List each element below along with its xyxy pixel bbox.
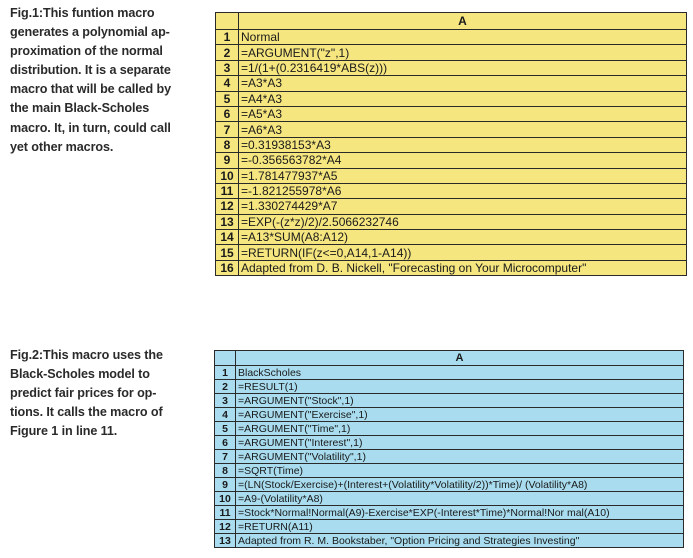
caption-line: the main Black-Scholes xyxy=(10,101,150,116)
spreadsheet-body xyxy=(216,30,687,276)
row-number: 3 xyxy=(215,394,236,408)
spreadsheet-row xyxy=(216,260,687,275)
row-number: 13 xyxy=(215,534,236,548)
caption-line: Fig.2:This macro uses the xyxy=(10,348,163,362)
spreadsheet-row xyxy=(215,436,684,450)
row-number: 5 xyxy=(215,422,236,436)
caption-line: distribution. It is a separate xyxy=(10,63,171,78)
spreadsheet-row xyxy=(215,366,684,380)
spreadsheet-row xyxy=(216,230,687,245)
cell-formula: Adapted from D. B. Nickell, "Forecasting on Your Microcomputer" xyxy=(239,260,687,275)
spreadsheet-row xyxy=(215,380,684,394)
row-number: 9 xyxy=(215,478,236,492)
spreadsheet-row xyxy=(216,30,687,45)
row-number: 6 xyxy=(216,106,239,121)
cell-formula: =SQRT(Time) xyxy=(236,464,684,478)
spreadsheet-row xyxy=(216,76,687,91)
row-number: 12 xyxy=(215,520,236,534)
caption-line: Fig.1:This funtion macro xyxy=(10,6,155,20)
cell-formula: =ARGUMENT("z",1) xyxy=(239,45,687,60)
cell-formula: =A13*SUM(A8:A12) xyxy=(239,230,687,245)
row-number: 7 xyxy=(216,122,239,137)
caption-line: Figure 1 in line 11. xyxy=(10,424,118,439)
cell-formula: BlackScholes xyxy=(236,366,684,380)
cell-formula: =A9-(Volatility*A8) xyxy=(236,492,684,506)
spreadsheet-row xyxy=(215,506,684,520)
cell-formula: =ARGUMENT("Exercise",1) xyxy=(236,408,684,422)
column-header-a: A xyxy=(236,351,684,366)
row-number: 8 xyxy=(215,464,236,478)
cell-formula: Normal xyxy=(239,30,687,45)
row-number: 16 xyxy=(216,260,239,275)
cell-formula: =1/(1+(0.2316419*ABS(z))) xyxy=(239,60,687,75)
spreadsheet-row xyxy=(215,408,684,422)
row-number: 2 xyxy=(215,380,236,394)
row-number: 5 xyxy=(216,91,239,106)
cell-formula: =A4*A3 xyxy=(239,91,687,106)
cell-formula: =ARGUMENT("Interest",1) xyxy=(236,436,684,450)
cell-formula: Adapted from R. M. Bookstaber, "Option Pricing and Strategies Investing" xyxy=(236,534,684,548)
spreadsheet-row xyxy=(216,45,687,60)
row-number: 10 xyxy=(215,492,236,506)
spreadsheet-row xyxy=(216,168,687,183)
cell-formula: =ARGUMENT("Time",1) xyxy=(236,422,684,436)
row-number: 11 xyxy=(215,506,236,520)
caption-line: yet other macros. xyxy=(10,139,114,154)
caption-line: macro that will be called by xyxy=(10,82,171,97)
spreadsheet-row xyxy=(216,106,687,121)
row-number: 12 xyxy=(216,199,239,214)
column-header-a: A xyxy=(239,13,687,30)
spreadsheet-row xyxy=(216,245,687,260)
cell-formula: =(LN(Stock/Exercise)+(Interest+(Volatility*Volatility/2))*Time)/ (Volatility*A8) xyxy=(236,478,684,492)
spreadsheet-row xyxy=(216,122,687,137)
caption-line: generates a polynomial ap- xyxy=(10,25,170,40)
spreadsheet-row xyxy=(215,394,684,408)
spreadsheet-row xyxy=(216,137,687,152)
spreadsheet-row xyxy=(216,199,687,214)
cell-formula: =ARGUMENT("Volatility",1) xyxy=(236,450,684,464)
cell-formula: =Stock*Normal!Normal(A9)-Exercise*EXP(-Interest*Time)*Normal!Nor mal(A10) xyxy=(236,506,684,520)
cell-formula: =EXP(-(z*z)/2)/2.5066232746 xyxy=(239,214,687,229)
caption-line: predict fair prices for op- xyxy=(10,386,157,401)
row-number: 10 xyxy=(216,168,239,183)
spreadsheet-row xyxy=(216,214,687,229)
spreadsheet-row xyxy=(215,422,684,436)
cell-formula: =A3*A3 xyxy=(239,76,687,91)
column-header-row xyxy=(215,351,684,366)
spreadsheet-row xyxy=(215,450,684,464)
caption-line: proximation of the normal xyxy=(10,44,163,59)
row-number: 13 xyxy=(216,214,239,229)
spreadsheet-row xyxy=(216,91,687,106)
figure-1-spreadsheet xyxy=(215,12,687,276)
row-number: 4 xyxy=(215,408,236,422)
cell-formula: =RETURN(A11) xyxy=(236,520,684,534)
caption-line: macro. It, in turn, could call xyxy=(10,120,171,135)
cell-formula: =0.31938153*A3 xyxy=(239,137,687,152)
caption-line: Black-Scholes model to xyxy=(10,367,150,382)
cell-formula: =-0.356563782*A4 xyxy=(239,153,687,168)
caption-line: tions. It calls the macro of xyxy=(10,405,163,420)
cell-formula: =RESULT(1) xyxy=(236,380,684,394)
row-number: 1 xyxy=(215,366,236,380)
spreadsheet-row xyxy=(215,520,684,534)
spreadsheet-row xyxy=(215,464,684,478)
figure-1-caption xyxy=(10,4,202,157)
cell-formula: =RETURN(IF(z<=0,A14,1-A14)) xyxy=(239,245,687,260)
spreadsheet-row xyxy=(215,534,684,548)
corner-cell xyxy=(215,351,236,366)
row-number: 1 xyxy=(216,30,239,45)
cell-formula: =ARGUMENT("Stock",1) xyxy=(236,394,684,408)
cell-formula: =-1.821255978*A6 xyxy=(239,183,687,198)
figure-2-spreadsheet xyxy=(214,350,684,548)
spreadsheet-row xyxy=(215,492,684,506)
row-number: 15 xyxy=(216,245,239,260)
spreadsheet-row xyxy=(216,60,687,75)
spreadsheet-row xyxy=(216,153,687,168)
row-number: 11 xyxy=(216,183,239,198)
spreadsheet-body xyxy=(215,366,684,548)
cell-formula: =A5*A3 xyxy=(239,106,687,121)
row-number: 7 xyxy=(215,450,236,464)
spreadsheet-row xyxy=(215,478,684,492)
cell-formula: =A6*A3 xyxy=(239,122,687,137)
row-number: 4 xyxy=(216,76,239,91)
cell-formula: =1.330274429*A7 xyxy=(239,199,687,214)
cell-formula: =1.781477937*A5 xyxy=(239,168,687,183)
row-number: 2 xyxy=(216,45,239,60)
spreadsheet-row xyxy=(216,183,687,198)
row-number: 6 xyxy=(215,436,236,450)
corner-cell xyxy=(216,13,239,30)
row-number: 14 xyxy=(216,230,239,245)
figure-2-caption xyxy=(10,346,188,441)
row-number: 3 xyxy=(216,60,239,75)
row-number: 9 xyxy=(216,153,239,168)
row-number: 8 xyxy=(216,137,239,152)
column-header-row xyxy=(216,13,687,30)
